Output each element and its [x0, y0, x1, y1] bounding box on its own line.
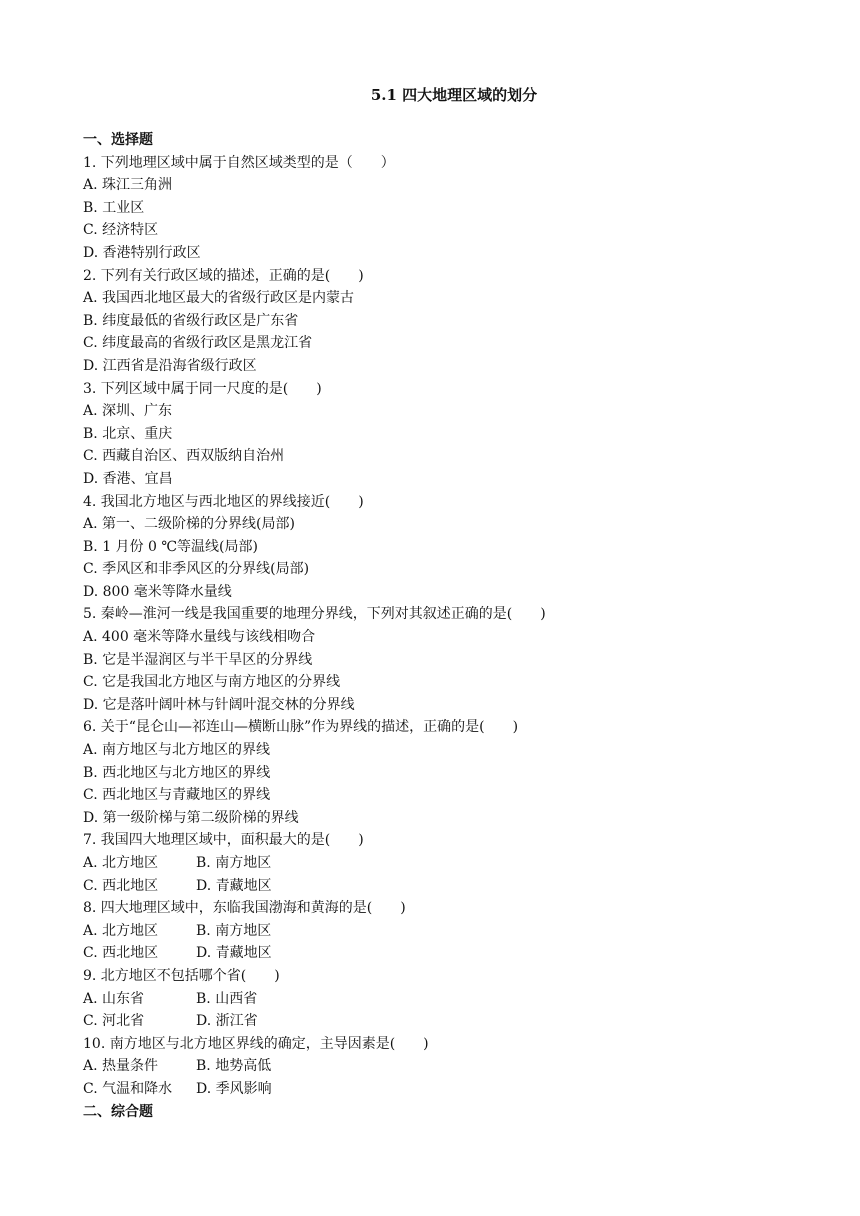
answer-option: D. 它是落叶阔叶林与针阔叶混交林的分界线 [83, 696, 355, 713]
question-stem: 5. 秦岭—淮河一线是我国重要的地理分界线，下列对其叙述正确的是( ) [83, 606, 546, 623]
answer-option: B. 它是半湿润区与半干旱区的分界线 [83, 651, 313, 668]
answer-option: C. 季风区和非季风区的分界线(局部) [83, 561, 310, 578]
answer-option: C. 河北省 [83, 1013, 145, 1030]
answer-option: A. 北方地区 [83, 922, 159, 939]
answer-option: B. 南方地区 [196, 855, 272, 871]
answer-option: B. 1 月份 0 ℃等温线(局部) [83, 538, 258, 555]
answer-option-row [83, 1055, 783, 1078]
question-list [83, 129, 783, 1123]
answer-option-row [83, 875, 783, 898]
answer-option: D. 季风影响 [196, 1080, 272, 1097]
answer-option: B. 纬度最低的省级行政区是广东省 [83, 312, 299, 329]
answer-option: C. 西北地区与青藏地区的界线 [83, 787, 271, 804]
answer-option: A. 热量条件 [83, 1058, 159, 1075]
section-heading-choice: 一、选择题 [83, 132, 153, 148]
answer-option: B. 地势高低 [196, 1058, 272, 1075]
answer-option: B. 南方地区 [196, 922, 272, 939]
question-stem: 8. 四大地理区域中，东临我国渤海和黄海的是( ) [83, 900, 406, 917]
answer-option: A. 北方地区 [83, 855, 159, 871]
answer-option: C. 它是我国北方地区与南方地区的分界线 [83, 674, 341, 691]
answer-option: C. 西北地区 [83, 877, 159, 894]
question-stem: 4. 我国北方地区与西北地区的界线接近( ) [83, 493, 364, 510]
answer-option: B. 北京、重庆 [83, 425, 173, 442]
answer-option: D. 青藏地区 [196, 877, 272, 894]
answer-option: A. 南方地区与北方地区的界线 [83, 742, 271, 759]
answer-option: D. 香港特别行政区 [83, 244, 201, 261]
answer-option-row [83, 942, 783, 965]
answer-option: D. 青藏地区 [196, 945, 272, 962]
answer-option: A. 第一、二级阶梯的分界线(局部) [83, 516, 295, 533]
answer-option: D. 800 毫米等降水量线 [83, 583, 232, 600]
answer-option: D. 浙江省 [196, 1013, 258, 1030]
page-title: 5.1 四大地理区域的划分 [370, 86, 538, 104]
answer-option: A. 珠江三角洲 [83, 177, 173, 194]
answer-option: C. 经济特区 [83, 222, 159, 239]
answer-option: D. 江西省是沿海省级行政区 [83, 357, 257, 374]
answer-option: C. 气温和降水 [83, 1080, 173, 1097]
question-stem: 1. 下列地理区域中属于自然区域类型的是（ ） [83, 154, 395, 171]
answer-option-row [83, 1010, 783, 1033]
question-stem: 6. 关于“昆仑山—祁连山—横断山脉”作为界线的描述，正确的是( ) [83, 719, 519, 736]
answer-option: C. 西北地区 [83, 945, 159, 962]
answer-option: D. 第一级阶梯与第二级阶梯的界线 [83, 809, 299, 826]
answer-option: C. 西藏自治区、西双版纳自治州 [83, 448, 285, 465]
answer-option-row [83, 852, 783, 875]
answer-option: D. 香港、宜昌 [83, 470, 173, 487]
answer-option: A. 我国西北地区最大的省级行政区是内蒙古 [83, 290, 355, 307]
question-stem: 2. 下列有关行政区域的描述，正确的是( ) [83, 267, 364, 284]
question-stem: 9. 北方地区不包括哪个省( ) [83, 967, 280, 984]
answer-option: B. 西北地区与北方地区的界线 [83, 764, 271, 781]
answer-option: A. 山东省 [83, 990, 145, 1007]
answer-option: C. 纬度最高的省级行政区是黑龙江省 [83, 335, 313, 352]
question-stem: 10. 南方地区与北方地区界线的确定，主导因素是( ) [83, 1035, 429, 1052]
answer-option: B. 工业区 [83, 199, 145, 216]
answer-option: A. 400 毫米等降水量线与该线相吻合 [83, 629, 316, 646]
answer-option-row [83, 1078, 783, 1101]
answer-option: B. 山西省 [196, 990, 258, 1007]
question-stem: 3. 下列区域中属于同一尺度的是( ) [83, 380, 322, 397]
answer-option-row [83, 988, 783, 1011]
question-stem: 7. 我国四大地理区域中，面积最大的是( ) [83, 832, 364, 849]
section-heading-comprehensive: 二、综合题 [83, 1103, 153, 1120]
answer-option: A. 深圳、广东 [83, 403, 173, 420]
answer-option-row [83, 920, 783, 943]
